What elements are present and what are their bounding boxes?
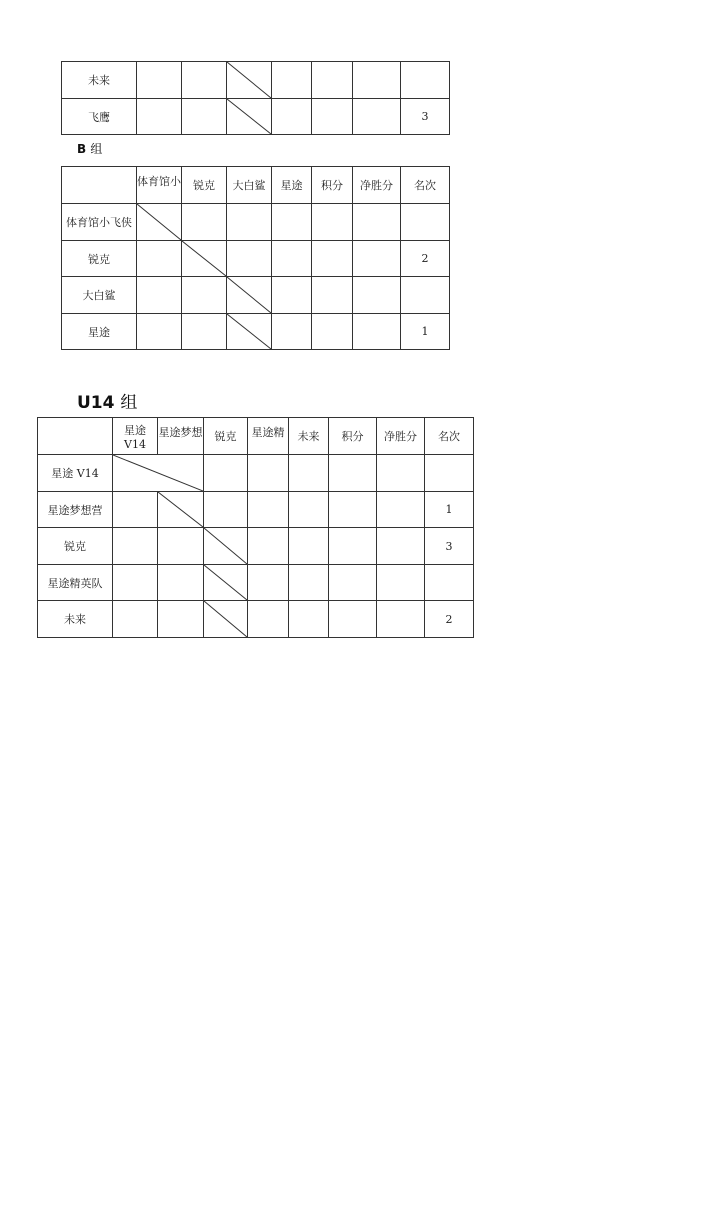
score-cell: [289, 528, 329, 565]
net-score-cell: [353, 241, 401, 277]
column-header: 净胜分: [377, 418, 425, 455]
table-row: [62, 241, 450, 277]
score-cell: [272, 204, 312, 241]
score-cell: [227, 204, 272, 241]
table-header-row: [38, 418, 474, 455]
score-cell: [113, 601, 158, 638]
net-score-cell: [353, 62, 401, 99]
score-cell: [289, 565, 329, 601]
table-row: [62, 204, 450, 241]
table-row: [38, 528, 474, 565]
score-cell: [289, 492, 329, 528]
diagonal-cell: [204, 565, 248, 601]
diagonal-cell: [227, 99, 272, 135]
table-row: [62, 314, 450, 350]
b-group-table: [61, 166, 450, 350]
diagonal-cell: [204, 528, 248, 565]
rank-cell: 2: [425, 601, 474, 638]
rank-cell: [425, 565, 474, 601]
column-header: 名次: [401, 167, 450, 204]
score-cell: [137, 99, 182, 135]
table-row: [38, 565, 474, 601]
score-cell: [272, 314, 312, 350]
score-cell: [248, 492, 289, 528]
diagonal-cell: [227, 277, 272, 314]
net-score-cell: [377, 455, 425, 492]
column-header: 星途梦想: [158, 418, 204, 455]
column-header: 大白鲨: [227, 167, 272, 204]
score-cell: [289, 455, 329, 492]
u14-group-table: [37, 417, 474, 638]
points-cell: [312, 204, 353, 241]
net-score-cell: [353, 277, 401, 314]
points-cell: [312, 314, 353, 350]
team-name: 体育馆小飞侠: [62, 204, 137, 241]
net-score-cell: [377, 565, 425, 601]
column-header: 名次: [425, 418, 474, 455]
score-cell: [204, 492, 248, 528]
score-cell: [227, 241, 272, 277]
score-cell: [158, 528, 204, 565]
score-cell: [248, 455, 289, 492]
rank-cell: [401, 277, 450, 314]
team-name: 星途 V14: [38, 455, 113, 492]
table-row: [62, 99, 450, 135]
diagonal-cell: [204, 601, 248, 638]
corner-cell: [38, 418, 113, 455]
points-cell: [312, 241, 353, 277]
rank-cell: [401, 62, 450, 99]
points-cell: [312, 277, 353, 314]
rank-cell: [401, 204, 450, 241]
diagonal-cell: [137, 204, 182, 241]
column-header: 未来: [289, 418, 329, 455]
diagonal-cell: [182, 241, 227, 277]
rank-cell: 1: [401, 314, 450, 350]
table-row: [38, 601, 474, 638]
b-group-heading: [77, 140, 102, 157]
rank-cell: 3: [401, 99, 450, 135]
score-cell: [158, 601, 204, 638]
u14-group-heading: [77, 388, 137, 413]
team-name: 星途精英队: [38, 565, 113, 601]
rank-cell: 1: [425, 492, 474, 528]
net-score-cell: [377, 601, 425, 638]
column-header: 锐克: [204, 418, 248, 455]
points-cell: [329, 565, 377, 601]
net-score-cell: [353, 314, 401, 350]
points-cell: [329, 455, 377, 492]
score-cell: [248, 528, 289, 565]
net-score-cell: [353, 99, 401, 135]
points-cell: [312, 99, 353, 135]
team-name: 未来: [38, 601, 113, 638]
net-score-cell: [377, 492, 425, 528]
score-cell: [204, 455, 248, 492]
column-header: 积分: [329, 418, 377, 455]
team-name: 飞鹰: [62, 99, 137, 135]
team-name: 锐克: [38, 528, 113, 565]
diagonal-cell: [227, 314, 272, 350]
score-cell: [137, 62, 182, 99]
points-cell: [329, 528, 377, 565]
u14-group-heading-prefix: U14: [77, 393, 115, 413]
team-name: 未来: [62, 62, 137, 99]
diagonal-cell: [113, 455, 204, 492]
net-score-cell: [353, 204, 401, 241]
score-cell: [182, 204, 227, 241]
score-cell: [182, 314, 227, 350]
column-header: 积分: [312, 167, 353, 204]
score-cell: [272, 277, 312, 314]
points-cell: [329, 492, 377, 528]
score-cell: [272, 241, 312, 277]
team-name: 星途: [62, 314, 137, 350]
rank-cell: 2: [401, 241, 450, 277]
column-header: 体育馆小: [137, 167, 182, 204]
table-row: [62, 277, 450, 314]
column-header: 锐克: [182, 167, 227, 204]
column-header: 星途: [272, 167, 312, 204]
points-cell: [312, 62, 353, 99]
score-cell: [137, 314, 182, 350]
rank-cell: [425, 455, 474, 492]
b-group-heading-prefix: B: [77, 142, 87, 156]
team-name: 锐克: [62, 241, 137, 277]
a-group-table: [61, 61, 450, 135]
diagonal-cell: [158, 492, 204, 528]
score-cell: [182, 99, 227, 135]
score-cell: [248, 565, 289, 601]
score-cell: [182, 62, 227, 99]
score-cell: [113, 528, 158, 565]
u14-group-heading-suffix: 组: [120, 393, 138, 413]
team-name: 星途梦想营: [38, 492, 113, 528]
diagonal-cell: [227, 62, 272, 99]
score-cell: [137, 241, 182, 277]
score-cell: [113, 565, 158, 601]
corner-cell: [62, 167, 137, 204]
column-header: 星途精: [248, 418, 289, 455]
column-header: 星途 V14: [113, 418, 158, 455]
score-cell: [248, 601, 289, 638]
score-cell: [272, 62, 312, 99]
score-cell: [289, 601, 329, 638]
score-cell: [113, 492, 158, 528]
b-group-heading-suffix: 组: [90, 142, 103, 156]
table-row: [62, 62, 450, 99]
table-row: [38, 492, 474, 528]
net-score-cell: [377, 528, 425, 565]
points-cell: [329, 601, 377, 638]
rank-cell: 3: [425, 528, 474, 565]
table-header-row: [62, 167, 450, 204]
score-cell: [158, 565, 204, 601]
score-cell: [182, 277, 227, 314]
score-cell: [272, 99, 312, 135]
score-cell: [137, 277, 182, 314]
team-name: 大白鲨: [62, 277, 137, 314]
column-header: 净胜分: [353, 167, 401, 204]
table-row: [38, 455, 474, 492]
